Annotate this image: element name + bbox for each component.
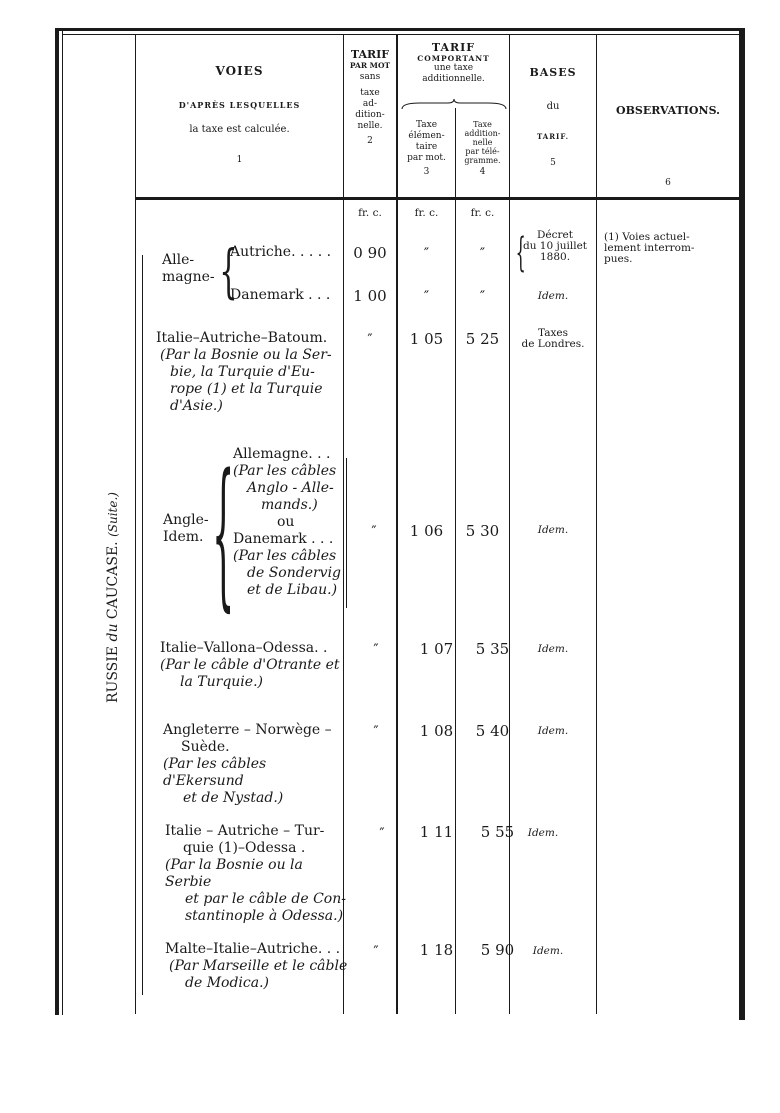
side-label-d: (Suite.): [106, 492, 120, 537]
row4-col2: ″: [373, 724, 379, 740]
header-col4-l3: nelle: [472, 138, 493, 147]
row1-l3: bie, la Turquie d'Eu-: [170, 364, 315, 380]
row1-route: [156, 330, 342, 415]
row6-bases: Idem.: [532, 945, 564, 957]
row6-l3: de Modica.): [185, 975, 269, 991]
row6-l1: Malte–Italie–Autriche. . .: [165, 941, 341, 957]
col-sep-3: [455, 108, 456, 1014]
row1-bases-l1: Taxes: [538, 327, 568, 339]
units-col4: fr. c.: [470, 207, 495, 219]
row3-l1: Italie–Vallona–Odessa. .: [160, 640, 328, 656]
header-col2: [344, 48, 396, 147]
bases1-brace: {: [515, 230, 526, 276]
row5-col2: ″: [379, 826, 385, 842]
row2-a: Angle-: [163, 512, 209, 528]
side-bracket: [142, 255, 145, 995]
header-col3-l3: taire: [415, 142, 438, 152]
allemagne-danemark-col4: ″: [479, 289, 486, 305]
header-col2-title: TARIF: [350, 48, 390, 61]
col-sep-label: [135, 34, 136, 1014]
side-label-c: CAUCASE.: [105, 541, 121, 620]
allemagne-danemark-col3: ″: [423, 289, 430, 305]
header-col3-l1: Taxe: [415, 120, 438, 130]
row2-l7: (Par les câbles: [233, 548, 337, 564]
row2-col2: ″: [371, 524, 377, 540]
header-col5-l1: du: [546, 101, 560, 112]
header-col4-num: 4: [479, 167, 486, 177]
header-col2-l6: nelle.: [357, 121, 383, 131]
row2-col4: 5 30: [465, 522, 500, 540]
header-col34-l3: additionnelle.: [422, 74, 485, 84]
header-col2-l3: taxe: [360, 88, 380, 98]
row2-group-label: [163, 512, 213, 546]
header-col6: [597, 104, 739, 189]
row2-l4: mands.): [261, 497, 318, 513]
header-col3: [398, 120, 455, 178]
row3-col4: 5 35: [475, 640, 510, 658]
obs1-l3: pues.: [604, 253, 633, 265]
header-bottom-rule: [135, 197, 739, 200]
header-col1-sub1: D'APRÈS LESQUELLES: [178, 100, 301, 110]
header-col4-l5: gramme.: [464, 156, 501, 165]
row1-bases-l2: de Londres.: [521, 338, 585, 350]
header-col2-l4: ad-: [362, 99, 378, 109]
row6-col2: ″: [373, 944, 379, 960]
allemagne-autriche-value: 0 90: [353, 244, 387, 262]
header-col2-l1: PAR MOT: [349, 61, 391, 70]
row4-route: [163, 722, 349, 807]
row5-l4: et par le câble de Con-: [185, 891, 346, 907]
units-col3: fr. c.: [414, 207, 439, 219]
header-col6-num: 6: [665, 178, 671, 188]
row6-l2: (Par Marseille et le câble: [169, 958, 348, 974]
side-label: [105, 492, 125, 703]
header-col2-num: 2: [367, 136, 373, 146]
row2-bases: Idem.: [537, 524, 569, 536]
row4-l1: Angleterre – Norwège –: [163, 722, 332, 738]
bases1-block: [515, 230, 595, 263]
row2-l8: de Sondervig: [247, 565, 342, 581]
header-col34: [398, 41, 509, 85]
row-allemagne-group: [162, 252, 215, 286]
header-col5-l2: TARIF.: [536, 132, 570, 141]
row3-l3: la Turquie.): [180, 674, 263, 690]
row3-col2: ″: [373, 642, 379, 658]
side-label-b: du: [105, 623, 121, 642]
obs1-l2: lement interrom-: [604, 242, 695, 254]
row2-l5: ou: [277, 514, 295, 530]
header-col4-l2: addition-: [464, 129, 501, 138]
row2-route: [233, 446, 345, 599]
row5-l1: Italie – Autriche – Tur-: [165, 823, 325, 839]
row5-col4: 5 55: [480, 823, 515, 841]
header-col34-brace: [400, 99, 508, 111]
row5-col3: 1 11: [419, 823, 454, 841]
allemagne-danemark-value: 1 00: [353, 287, 387, 305]
row4-col4: 5 40: [475, 722, 510, 740]
row6-route: [165, 941, 351, 992]
header-col1-title: VOIES: [215, 64, 264, 78]
side-label-a: RUSSIE: [105, 645, 121, 703]
row4-bases: Idem.: [537, 725, 569, 737]
allemagne-autriche-col4: ″: [479, 246, 486, 262]
top-border: [55, 28, 745, 31]
row5-l3: (Par la Bosnie ou la Serbie: [165, 857, 303, 890]
header-col1-num: 1: [236, 155, 243, 165]
right-border: [739, 30, 745, 1020]
bases1-l3: 1880.: [539, 251, 571, 263]
row3-l2: (Par le câble d'Otrante et: [160, 657, 340, 673]
header-col34-title: TARIF: [431, 41, 476, 54]
row1-col2: ″: [367, 332, 373, 348]
row2-l2: (Par les câbles: [233, 463, 337, 479]
header-col3-l2: élémen-: [408, 131, 445, 141]
row2-b: Idem.: [163, 529, 204, 545]
header-col2-l2: sans: [359, 72, 381, 82]
col-sep-4: [509, 34, 510, 1014]
row2-l6: Danemark . . .: [233, 531, 334, 547]
bases1-idem: Idem.: [537, 290, 569, 302]
header-col1-sub2: la taxe est calculée.: [189, 124, 290, 135]
top-border-thin: [62, 34, 739, 35]
row6-col3: 1 18: [419, 941, 454, 959]
row5-l2: quie (1)–Odessa .: [183, 840, 306, 856]
row1-l4: rope (1) et la Turquie: [170, 381, 323, 397]
bases1-l1: Décret: [537, 229, 573, 241]
row5-l5: stantinople à Odessa.): [185, 908, 344, 924]
header-col5: [510, 66, 596, 169]
header-col6-title: OBSERVATIONS.: [616, 104, 720, 117]
header-col5-title: BASES: [529, 66, 577, 79]
row4-l3: (Par les câbles d'Ekersund: [163, 756, 267, 789]
row3-col3: 1 07: [419, 640, 454, 658]
row4-l2: Suède.: [181, 739, 230, 755]
row1-l2: (Par la Bosnie ou la Ser-: [160, 347, 332, 363]
header-col3-num: 3: [423, 167, 430, 177]
row1-col3: 1 05: [409, 330, 444, 348]
allemagne-b: magne-: [162, 269, 215, 285]
row6-col4: 5 90: [480, 941, 515, 959]
row1-l5: d'Asie.): [170, 398, 223, 414]
obs1-l1: (1) Voies actuel-: [604, 231, 690, 243]
header-col3-l4: par mot.: [407, 153, 446, 163]
row2-col3: 1 06: [409, 522, 444, 540]
header-col34-l1: COMPORTANT: [417, 54, 490, 63]
left-outer-border: [55, 30, 59, 1015]
row2-l9: et de Libau.): [247, 582, 338, 598]
allemagne-autriche-label: Autriche. . . . .: [230, 244, 332, 260]
row1-col4: 5 25: [465, 330, 500, 348]
row3-bases: Idem.: [537, 643, 569, 655]
header-col4: [456, 120, 509, 178]
header-col1: [136, 64, 343, 166]
allemagne-autriche-col3: ″: [423, 246, 430, 262]
row2-l1: Allemagne. . .: [233, 446, 331, 462]
row1-bases: [510, 328, 596, 350]
header-col34-l2: une taxe: [433, 63, 474, 73]
header-col4-l4: par télé-: [465, 147, 500, 156]
row2-brace: {: [212, 439, 235, 626]
header-col2-l5: dition-: [355, 110, 385, 120]
row5-bases: Idem.: [527, 827, 559, 839]
header-col5-num: 5: [550, 158, 556, 168]
header-col4-l1: Taxe: [473, 120, 492, 129]
allemagne-a: Alle-: [162, 252, 195, 268]
row4-l4: et de Nystad.): [183, 790, 284, 806]
obs1-block: [604, 232, 736, 265]
row1-l1: Italie–Autriche–Batoum.: [156, 330, 328, 346]
allemagne-danemark-label: Danemark . . .: [230, 287, 331, 303]
row4-col3: 1 08: [419, 722, 454, 740]
allemagne-brace: {: [219, 237, 238, 305]
left-inner-border: [62, 30, 63, 1015]
row2-l3: Anglo - Alle-: [247, 480, 334, 496]
row3-route: [160, 640, 346, 691]
units-col2: fr. c.: [358, 207, 382, 219]
bases1-l2: du 10 juillet: [522, 240, 588, 252]
row5-route: [165, 823, 351, 925]
row2-right-bracket: [344, 458, 347, 608]
